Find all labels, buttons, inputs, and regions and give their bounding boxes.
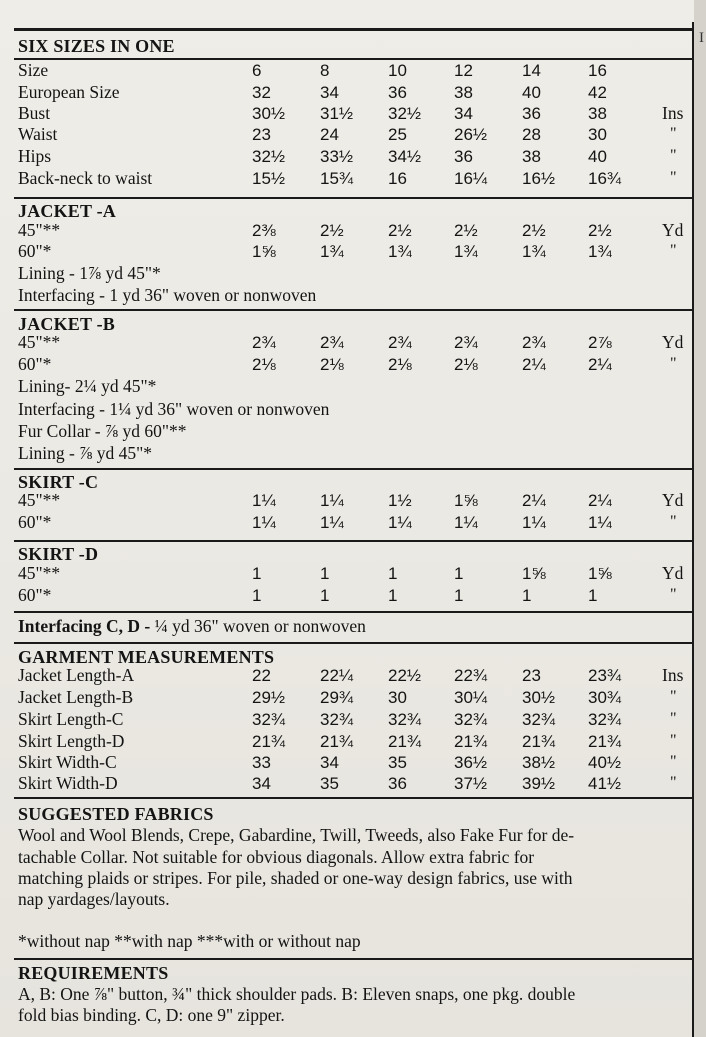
value-cell: 2⅛ bbox=[454, 355, 478, 374]
value-cell: 22 bbox=[252, 666, 271, 685]
value-cell: 25 bbox=[388, 125, 407, 144]
unit-cell: " bbox=[670, 732, 677, 749]
interfacing-cd-text: ¼ yd 36" woven or nonwoven bbox=[150, 616, 366, 636]
unit-cell: " bbox=[670, 774, 677, 791]
value-cell: 2¾ bbox=[252, 333, 276, 352]
value-cell: 2½ bbox=[388, 221, 412, 240]
requirements-line: fold bias binding. C, D: one 9" zipper. bbox=[18, 1005, 285, 1025]
row-label: 60"* bbox=[18, 241, 52, 261]
value-cell: 1 bbox=[388, 564, 398, 583]
value-cell: 2¼ bbox=[522, 355, 546, 374]
value-cell: 2½ bbox=[454, 221, 478, 240]
value-cell: 2⅛ bbox=[388, 355, 412, 374]
value-cell: 1¼ bbox=[320, 491, 344, 510]
value-cell: 2⅜ bbox=[252, 221, 276, 240]
unit-cell: " bbox=[670, 586, 677, 603]
value-cell: 34 bbox=[320, 83, 339, 102]
value-cell: 32¾ bbox=[454, 710, 488, 729]
row-label: Bust bbox=[18, 103, 51, 123]
value-cell: 2½ bbox=[522, 221, 546, 240]
row-label: Skirt Width-D bbox=[18, 773, 118, 793]
value-cell: 1¼ bbox=[252, 513, 276, 532]
value-cell: 30½ bbox=[522, 688, 556, 707]
value-cell: 1¼ bbox=[320, 513, 344, 532]
value-cell: 39½ bbox=[522, 774, 556, 793]
value-cell: 41½ bbox=[588, 774, 622, 793]
value-cell: 37½ bbox=[454, 774, 488, 793]
value-cell: 1¼ bbox=[522, 513, 546, 532]
value-cell: 23¾ bbox=[588, 666, 622, 685]
value-cell: 30½ bbox=[252, 104, 286, 123]
value-cell: 29¾ bbox=[320, 688, 354, 707]
value-cell: 12 bbox=[454, 61, 473, 80]
value-cell: 34 bbox=[454, 104, 473, 123]
value-cell: 28 bbox=[522, 125, 541, 144]
value-cell: 1¾ bbox=[388, 242, 412, 261]
value-cell: 32½ bbox=[388, 104, 422, 123]
value-cell: 21¾ bbox=[320, 732, 354, 751]
row-label: Jacket Length-B bbox=[18, 687, 134, 707]
value-cell: 10 bbox=[388, 61, 407, 80]
row-label: 60"* bbox=[18, 585, 52, 605]
requirements-title: REQUIREMENTS bbox=[18, 963, 169, 983]
value-cell: 23 bbox=[522, 666, 541, 685]
row-label: 45"** bbox=[18, 563, 61, 583]
value-cell: 40½ bbox=[588, 753, 622, 772]
divider-jacket-b bbox=[14, 309, 692, 311]
jacket-a-title: JACKET -A bbox=[18, 201, 116, 221]
value-cell: 1 bbox=[320, 564, 330, 583]
row-label: 60"* bbox=[18, 512, 52, 532]
sizes-title: SIX SIZES IN ONE bbox=[18, 36, 175, 56]
value-cell: 42 bbox=[588, 83, 607, 102]
fabrics-line: matching plaids or stripes. For pile, shaded or one-way design fabrics, use with bbox=[18, 868, 573, 888]
value-cell: 36½ bbox=[454, 753, 488, 772]
jacket-b-note: Lining- 2¼ yd 45"* bbox=[18, 376, 157, 396]
value-cell: 1 bbox=[522, 586, 532, 605]
value-cell: 21¾ bbox=[454, 732, 488, 751]
unit-cell: " bbox=[670, 169, 677, 186]
value-cell: 38½ bbox=[522, 753, 556, 772]
value-cell: 29½ bbox=[252, 688, 286, 707]
garment-measurements-title: GARMENT MEASUREMENTS bbox=[18, 647, 275, 667]
unit-cell: " bbox=[670, 242, 677, 259]
row-label: 45"** bbox=[18, 490, 61, 510]
unit-cell: Yd bbox=[662, 490, 684, 510]
row-label: 60"* bbox=[18, 354, 52, 374]
value-cell: 1⅝ bbox=[252, 242, 276, 261]
value-cell: 22½ bbox=[388, 666, 422, 685]
value-cell: 2¾ bbox=[388, 333, 412, 352]
value-cell: 30¾ bbox=[588, 688, 622, 707]
value-cell: 30 bbox=[588, 125, 607, 144]
value-cell: 32¾ bbox=[388, 710, 422, 729]
value-cell: 8 bbox=[320, 61, 330, 80]
jacket-a-note: Lining - 1⅞ yd 45"* bbox=[18, 263, 161, 283]
value-cell: 21¾ bbox=[252, 732, 286, 751]
value-cell: 40 bbox=[588, 147, 607, 166]
row-label: Jacket Length-A bbox=[18, 665, 135, 685]
value-cell: 2½ bbox=[320, 221, 344, 240]
value-cell: 1 bbox=[252, 564, 262, 583]
unit-cell: " bbox=[670, 147, 677, 164]
value-cell: 21¾ bbox=[388, 732, 422, 751]
value-cell: 33½ bbox=[320, 147, 354, 166]
divider-requirements bbox=[14, 958, 692, 960]
value-cell: 34 bbox=[320, 753, 339, 772]
value-cell: 32 bbox=[252, 83, 271, 102]
fabrics-line: nap yardages/layouts. bbox=[18, 889, 170, 909]
value-cell: 1¼ bbox=[454, 513, 478, 532]
interfacing-cd-bold: Interfacing C, D - bbox=[18, 616, 151, 636]
unit-cell: " bbox=[670, 753, 677, 770]
value-cell: 1¼ bbox=[588, 513, 612, 532]
value-cell: 1 bbox=[454, 564, 464, 583]
jacket-a-note: Interfacing - 1 yd 36" woven or nonwoven bbox=[18, 285, 317, 305]
value-cell: 38 bbox=[454, 83, 473, 102]
value-cell: 2¾ bbox=[522, 333, 546, 352]
divider-jacket-a bbox=[14, 197, 692, 199]
value-cell: 22¾ bbox=[454, 666, 488, 685]
value-cell: 32½ bbox=[252, 147, 286, 166]
skirt-c-title: SKIRT -C bbox=[18, 472, 99, 492]
value-cell: 32¾ bbox=[320, 710, 354, 729]
right-border bbox=[692, 22, 694, 1037]
row-label: Skirt Length-C bbox=[18, 709, 124, 729]
value-cell: 1¾ bbox=[588, 242, 612, 261]
unit-cell: Ins bbox=[662, 665, 684, 685]
value-cell: 15¾ bbox=[320, 169, 354, 188]
value-cell: 16½ bbox=[522, 169, 556, 188]
top-rule bbox=[14, 28, 692, 31]
value-cell: 32¾ bbox=[588, 710, 622, 729]
value-cell: 1¾ bbox=[454, 242, 478, 261]
fabrics-line: tachable Collar. Not suitable for obvious diagonals. Allow extra fabric for bbox=[18, 847, 535, 867]
row-label: Back-neck to waist bbox=[18, 168, 153, 188]
value-cell: 33 bbox=[252, 753, 271, 772]
divider-fabrics bbox=[14, 797, 692, 799]
divider-interfacing bbox=[14, 611, 692, 613]
jacket-b-note: Interfacing - 1¼ yd 36" woven or nonwoven bbox=[18, 399, 330, 419]
value-cell: 16 bbox=[588, 61, 607, 80]
value-cell: 1⅝ bbox=[454, 491, 478, 510]
value-cell: 38 bbox=[588, 104, 607, 123]
value-cell: 1⅝ bbox=[588, 564, 612, 583]
value-cell: 32¾ bbox=[252, 710, 286, 729]
value-cell: 16¾ bbox=[588, 169, 622, 188]
value-cell: 1¼ bbox=[388, 513, 412, 532]
jacket-b-title: JACKET -B bbox=[18, 314, 115, 334]
value-cell: 1 bbox=[252, 586, 262, 605]
unit-cell: Yd bbox=[662, 220, 684, 240]
row-label: Waist bbox=[18, 124, 58, 144]
skirt-d-title: SKIRT -D bbox=[18, 544, 99, 564]
value-cell: 34 bbox=[252, 774, 271, 793]
value-cell: 21¾ bbox=[588, 732, 622, 751]
row-label: 45"** bbox=[18, 332, 61, 352]
value-cell: 2⅛ bbox=[252, 355, 276, 374]
value-cell: 26½ bbox=[454, 125, 488, 144]
value-cell: 23 bbox=[252, 125, 271, 144]
unit-cell: Yd bbox=[662, 563, 684, 583]
value-cell: 1¼ bbox=[252, 491, 276, 510]
value-cell: 38 bbox=[522, 147, 541, 166]
value-cell: 36 bbox=[522, 104, 541, 123]
unit-cell: " bbox=[670, 125, 677, 142]
value-cell: 14 bbox=[522, 61, 541, 80]
divider-skirt-d bbox=[14, 540, 692, 542]
interfacing-cd-line bbox=[18, 618, 366, 636]
value-cell: 1 bbox=[454, 586, 464, 605]
value-cell: 21¾ bbox=[522, 732, 556, 751]
unit-cell: " bbox=[670, 710, 677, 727]
value-cell: 32¾ bbox=[522, 710, 556, 729]
value-cell: 2¼ bbox=[522, 491, 546, 510]
value-cell: 15½ bbox=[252, 169, 286, 188]
value-cell: 2¾ bbox=[454, 333, 478, 352]
value-cell: 40 bbox=[522, 83, 541, 102]
value-cell: 1 bbox=[388, 586, 398, 605]
value-cell: 2¾ bbox=[320, 333, 344, 352]
adjacent-page-edge bbox=[694, 0, 706, 1037]
value-cell: 34½ bbox=[388, 147, 422, 166]
jacket-b-note: Lining - ⅞ yd 45"* bbox=[18, 443, 153, 463]
value-cell: 1⅝ bbox=[522, 564, 546, 583]
row-label: Skirt Width-C bbox=[18, 752, 117, 772]
title-underline bbox=[14, 58, 692, 60]
suggested-fabrics-title: SUGGESTED FABRICS bbox=[18, 804, 214, 824]
unit-cell: " bbox=[670, 355, 677, 372]
value-cell: 24 bbox=[320, 125, 339, 144]
value-cell: 36 bbox=[454, 147, 473, 166]
value-cell: 36 bbox=[388, 83, 407, 102]
row-label: Hips bbox=[18, 146, 52, 166]
row-label: Skirt Length-D bbox=[18, 731, 125, 751]
requirements-line: A, B: One ⅞" button, ¾" thick shoulder pads. B: Eleven snaps, one pkg. double bbox=[18, 984, 576, 1004]
value-cell: 1¾ bbox=[522, 242, 546, 261]
value-cell: 35 bbox=[320, 774, 339, 793]
divider-skirt-c bbox=[14, 468, 692, 470]
unit-cell: " bbox=[670, 513, 677, 530]
value-cell: 2½ bbox=[588, 221, 612, 240]
fabrics-line: Wool and Wool Blends, Crepe, Gabardine, Twill, Tweeds, also Fake Fur for de- bbox=[18, 825, 575, 845]
value-cell: 30 bbox=[388, 688, 407, 707]
value-cell: 30¼ bbox=[454, 688, 488, 707]
divider-garment bbox=[14, 642, 692, 644]
value-cell: 1 bbox=[588, 586, 598, 605]
nap-legend: *without nap **with nap ***with or without nap bbox=[18, 931, 361, 951]
value-cell: 2⅞ bbox=[588, 333, 612, 352]
jacket-b-note: Fur Collar - ⅞ yd 60"** bbox=[18, 421, 187, 441]
row-label: 45"** bbox=[18, 220, 61, 240]
value-cell: 1 bbox=[320, 586, 330, 605]
value-cell: 16¼ bbox=[454, 169, 488, 188]
value-cell: 2¼ bbox=[588, 355, 612, 374]
value-cell: 2⅛ bbox=[320, 355, 344, 374]
unit-cell: Yd bbox=[662, 332, 684, 352]
unit-cell: Ins bbox=[662, 103, 684, 123]
value-cell: 16 bbox=[388, 169, 407, 188]
row-label: European Size bbox=[18, 82, 120, 102]
value-cell: 1¾ bbox=[320, 242, 344, 261]
edge-letter: I bbox=[699, 30, 704, 46]
value-cell: 1½ bbox=[388, 491, 412, 510]
value-cell: 31½ bbox=[320, 104, 354, 123]
value-cell: 36 bbox=[388, 774, 407, 793]
value-cell: 22¼ bbox=[320, 666, 354, 685]
value-cell: 35 bbox=[388, 753, 407, 772]
row-label: Size bbox=[18, 60, 49, 80]
unit-cell: " bbox=[670, 688, 677, 705]
value-cell: 2¼ bbox=[588, 491, 612, 510]
value-cell: 6 bbox=[252, 61, 262, 80]
